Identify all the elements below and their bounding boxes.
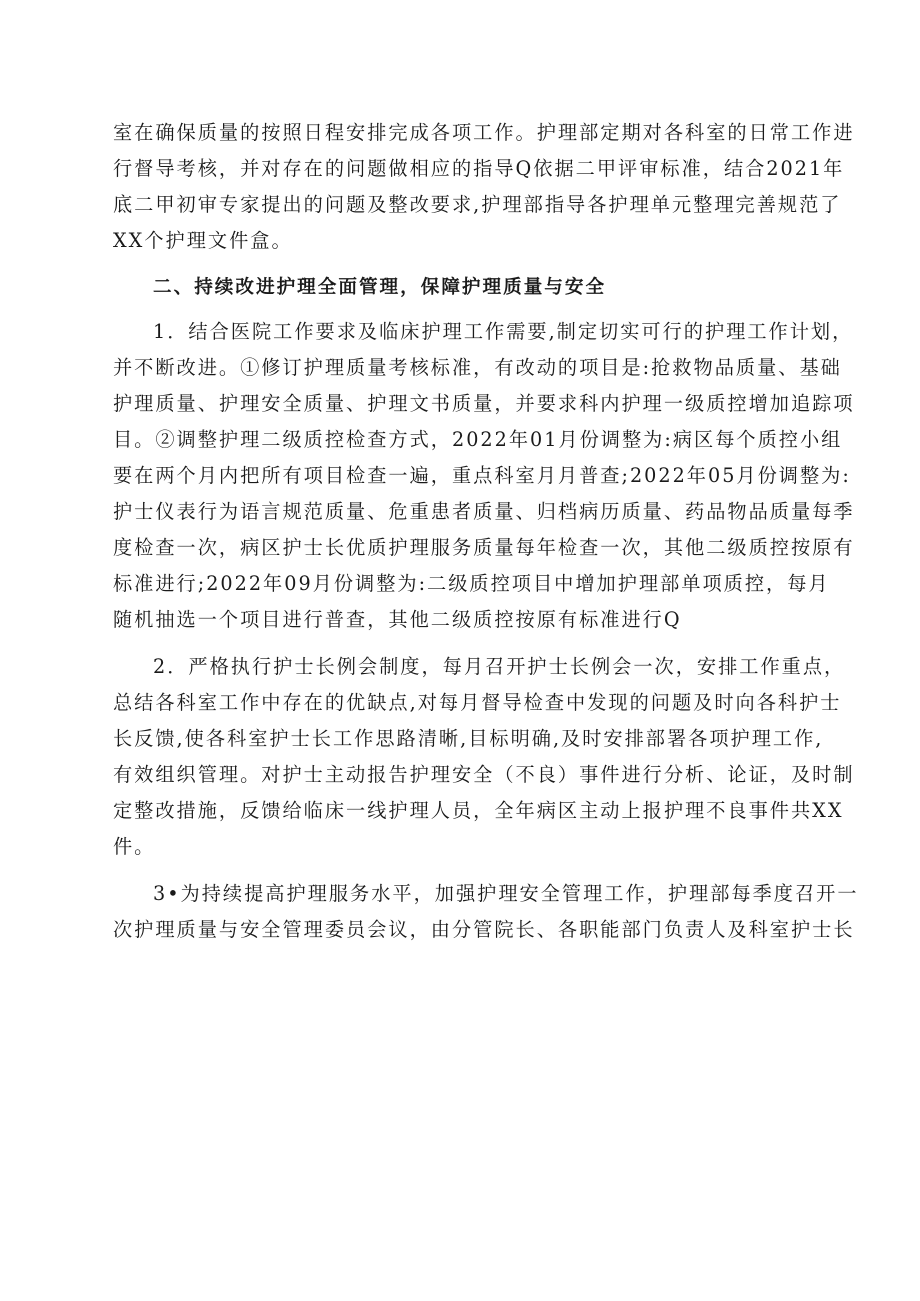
paragraph-item-3	[113, 876, 859, 948]
text-line: 并不断改进。①修订护理质量考核标准，有改动的项目是:抢救物品质量、基础	[113, 356, 842, 379]
text-line: 长反馈,使各科室护士长工作思路清晰,目标明确,及时安排部署各项护理工作,	[113, 727, 824, 750]
paragraph-item-1	[113, 314, 855, 638]
text-line: 有效组织管理。对护士主动报告护理安全（不良）事件进行分析、论证，及时制	[113, 763, 855, 786]
paragraph-continuation	[113, 115, 855, 259]
heading-text: 二、持续改进护理全面管理，保障护理质量与安全	[153, 277, 607, 298]
text-line: 室在确保质量的按照日程安排完成各项工作。护理部定期对各科室的日常工作进	[113, 121, 855, 144]
text-line: 2．严格执行护士长例会制度，每月召开护士长例会一次，安排工作重点，	[153, 655, 846, 678]
text-line: XX个护理文件盒。	[113, 229, 293, 252]
section-heading	[113, 270, 813, 306]
text-line: 底二甲初审专家提出的问题及整改要求,护理部指导各护理单元整理完善规范了	[113, 193, 842, 216]
paragraph-item-2	[113, 649, 855, 865]
text-line: 件。	[113, 835, 156, 858]
text-line: 总结各科室工作中存在的优缺点,对每月督导检查中发现的问题及时向各科护士	[113, 691, 842, 714]
text-line: 护士仪表行为语言规范质量、危重患者质量、归档病历质量、药品物品质量每季	[113, 500, 855, 523]
text-line: 次护理质量与安全管理委员会议，由分管院长、各职能部门负责人及科室护士长	[113, 918, 855, 941]
text-line: 度检查一次，病区护士长优质护理服务质量每年检查一次，其他二级质控按原有	[113, 536, 855, 559]
text-line: 定整改措施，反馈给临床一线护理人员，全年病区主动上报护理不良事件共XX	[113, 799, 844, 822]
text-line: 护理质量、护理安全质量、护理文书质量，并要求科内护理一级质控增加追踪项	[113, 392, 855, 415]
text-line: 3•为持续提高护理服务水平，加强护理安全管理工作，护理部每季度召开一	[153, 882, 859, 905]
text-line: 行督导考核，并对存在的问题做相应的指导Q依据二甲评审标准，结合2021年	[113, 157, 845, 180]
text-line: 目。②调整护理二级质控检查方式，2022年01月份调整为:病区每个质控小组	[113, 428, 843, 451]
text-line: 要在两个月内把所有项目检查一遍，重点科室月月普查;2022年05月份调整为:	[113, 464, 851, 487]
text-line: 标准进行;2022年09月份调整为:二级质控项目中增加护理部单项质控，每月	[113, 572, 830, 595]
text-line: 1．结合医院工作要求及临床护理工作需要,制定切实可行的护理工作计划，	[153, 320, 854, 343]
document-body	[113, 115, 859, 948]
text-line: 随机抽选一个项目进行普查，其他二级质控按原有标准进行Q	[113, 608, 682, 631]
